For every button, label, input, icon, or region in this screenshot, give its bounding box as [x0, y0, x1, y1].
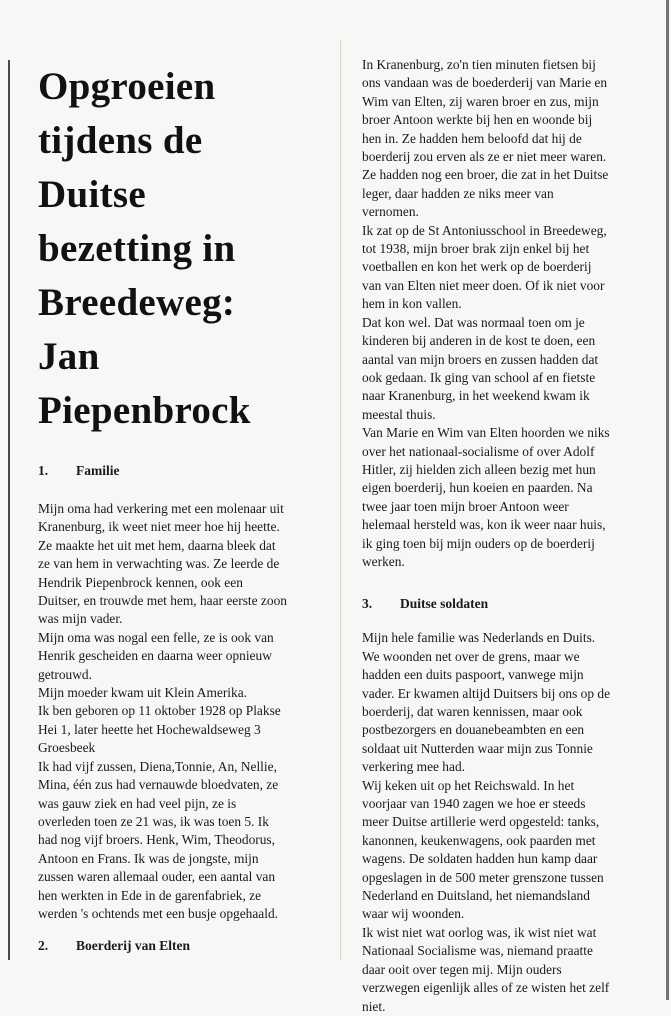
text-line: Wim van Elten, zij waren broer en zus, mijn	[362, 93, 599, 109]
left-column	[38, 60, 338, 955]
article-title	[38, 60, 338, 438]
text-line: aantal van mijn broers en zussen hadden dat	[362, 351, 599, 367]
text-line: Kranenburg, ik weet niet meer hoe hij heette.	[38, 519, 280, 535]
text-line: tot 1938, mijn broer brak zijn enkel bij het	[362, 241, 590, 257]
text-line: Groesbeek	[38, 740, 96, 756]
section-heading-boerderij	[38, 937, 338, 955]
text-line: Ik ben geboren op 11 oktober 1928 op Plakse	[38, 703, 281, 719]
section-body-familie	[38, 500, 338, 923]
column-divider	[340, 40, 341, 960]
text-line: verkering mee had.	[362, 759, 465, 775]
text-line: helemaal hersteld was, kon ik weer naar huis,	[362, 517, 606, 533]
text-line: ze van hem in verwachting was. Ze leerde de	[38, 556, 280, 572]
text-line: overleden toen ze 21 was, ik was toen 5. Ik	[38, 813, 269, 829]
text-line: meestal thuis.	[362, 406, 436, 422]
text-line: ons vandaan was de boederderij van Marie en	[362, 75, 608, 91]
text-line: waar wij woonden.	[362, 906, 465, 922]
text-line: We woonden net over de grens, maar we	[362, 648, 580, 664]
text-line: Wij keken uit op het Reichswald. In het	[362, 777, 575, 793]
section-number: 1.	[38, 463, 49, 478]
text-line: werken.	[362, 553, 405, 569]
text-line: meer Duitse artillerie werd opgesteld: tanks,	[362, 814, 600, 830]
text-line: hen in. Ze hadden hem beloofd dat hij de	[362, 130, 582, 146]
text-line: verzwegen eigenlijk alles of ze wisten het zelf	[362, 980, 610, 996]
text-line: vernomen.	[362, 204, 419, 220]
text-line: Nederland en Duitsland, het niemandsland	[362, 888, 590, 904]
text-line: Mijn oma was nogal een felle, ze is ook van	[38, 629, 274, 645]
text-line: wagens. De soldaten hadden hun kamp daar	[362, 851, 598, 867]
text-line: getrouwd.	[38, 666, 92, 682]
text-line: twee jaar toen mijn broer Antoon weer	[362, 498, 569, 514]
section-number: 2.	[38, 938, 49, 954]
right-column	[362, 56, 658, 1016]
section-body-soldaten	[362, 629, 658, 1016]
text-line: Mijn moeder kwam uit Klein Amerika.	[38, 685, 247, 701]
text-line: soldaat uit Nutterden waar mijn zus Tonnie	[362, 740, 593, 756]
text-line: voorjaar van 1940 zagen we hoe er steeds	[362, 796, 586, 812]
text-line: Hendrik Piepenbrock kennen, ook een	[38, 574, 243, 590]
title-line: Opgroeien	[38, 65, 216, 108]
text-line: Hitler, zij hielden zich alleen bezig met hun	[362, 461, 596, 477]
text-line: Hei 1, later heette het Hochewaldseweg 3	[38, 721, 261, 737]
text-line: ik ging toen bij mijn ouders op de boerderij	[362, 535, 595, 551]
section-title: Familie	[76, 463, 120, 478]
text-line: was gauw ziek en had veel pijn, ze is	[38, 795, 237, 811]
title-line: Duitse	[38, 173, 146, 216]
text-line: zussen waren allemaal ouder, een aantal van	[38, 869, 276, 885]
section-body-boerderij	[362, 56, 658, 571]
text-line: niet.	[362, 998, 386, 1014]
text-line: eigen boerderij, hun koeien en paarden. Na	[362, 480, 593, 496]
text-line: Ze hadden nog een broer, die zat in het Duitse	[362, 167, 609, 183]
text-line: kanonnen, keukenwagens, ook paarden met	[362, 832, 596, 848]
title-line: tijdens de	[38, 119, 203, 162]
text-line: daar ooit over tegen mij. Mijn ouders	[362, 961, 562, 977]
text-line: Ze maakte het uit met hem, daarna bleek dat	[38, 537, 276, 553]
text-line: hem in kon vallen.	[362, 296, 462, 312]
text-line: leger, daar hadden ze niks meer van	[362, 185, 554, 201]
text-line: was mijn vader.	[38, 611, 123, 627]
section-title: Boerderij van Elten	[76, 938, 190, 954]
title-line: Breedeweg:	[38, 281, 236, 324]
text-line: hen werkten in Ede in de garenfabriek, ze	[38, 887, 262, 903]
section-number: 3.	[362, 596, 373, 612]
text-line: naar Kranenburg, in het weekend kwam ik	[362, 388, 590, 404]
text-line: opgeslagen in de 500 meter grenszone tussen	[362, 869, 604, 885]
title-line: bezetting in	[38, 227, 236, 270]
text-line: In Kranenburg, zo'n tien minuten fietsen bij	[362, 57, 596, 72]
page-edge-right	[666, 0, 669, 1000]
text-line: Nationaal Socialisme was, niemand praatte	[362, 943, 593, 959]
text-line: boerderij zou erven als ze er niet meer waren.	[362, 149, 607, 165]
section-title: Duitse soldaten	[400, 596, 489, 612]
text-line: Ik had vijf zussen, Diena,Tonnie, An, Nellie,	[38, 758, 277, 774]
text-line: Ik zat op de St Antoniusschool in Breedeweg,	[362, 222, 607, 238]
text-line: werden 's ochtends met een busje opgehaald.	[38, 905, 279, 921]
text-line: Henrik gescheiden en daarna weer opnieuw	[38, 648, 272, 664]
text-line: Dat kon wel. Dat was normaal toen om je	[362, 314, 585, 330]
text-line: broer Antoon werkte bij hen en woonde bij	[362, 112, 593, 128]
section-heading-familie	[38, 462, 338, 480]
text-line: postbezorgers en douanebeambten en een	[362, 722, 585, 738]
text-line: vader. Er kwamen altijd Duitsers bij ons op de	[362, 685, 611, 701]
text-line: Van Marie en Wim van Elten hoorden we niks	[362, 425, 610, 441]
text-line: Antoon en Frans. Ik was de jongste, mijn	[38, 850, 259, 866]
text-line: Mina, één zus had vernauwde bloedvaten, ze	[38, 777, 279, 793]
text-line: voetballen en kon het werk op de boerderij	[362, 259, 592, 275]
text-line: ook gedaan. Ik ging van school af en fietste	[362, 369, 596, 385]
title-line: Jan	[38, 335, 100, 378]
text-line: Duitser, en trouwde met hem, haar eerste zoon	[38, 593, 287, 609]
text-line: Ik wist niet wat oorlog was, ik wist niet wat	[362, 924, 597, 940]
text-line: van van Elten niet meer doen. Of ik niet voor	[362, 277, 605, 293]
text-line: hadden een duits paspoort, vanwege mijn	[362, 667, 584, 683]
text-line: had nog vijf broers. Henk, Wim, Theodorus,	[38, 832, 275, 848]
text-line: boerderij, dat waren kennissen, maar ook	[362, 704, 583, 719]
page-edge-left	[8, 60, 10, 960]
title-line: Piepenbrock	[38, 389, 251, 432]
text-line: kinderen bij anderen in de kost te doen, een	[362, 333, 596, 349]
section-heading-soldaten	[362, 595, 658, 613]
text-line: Mijn oma had verkering met een molenaar uit	[38, 501, 284, 516]
text-line: Mijn hele familie was Nederlands en Duits.	[362, 630, 596, 646]
text-line: over het nationaal-socialisme of over Adolf	[362, 443, 595, 459]
